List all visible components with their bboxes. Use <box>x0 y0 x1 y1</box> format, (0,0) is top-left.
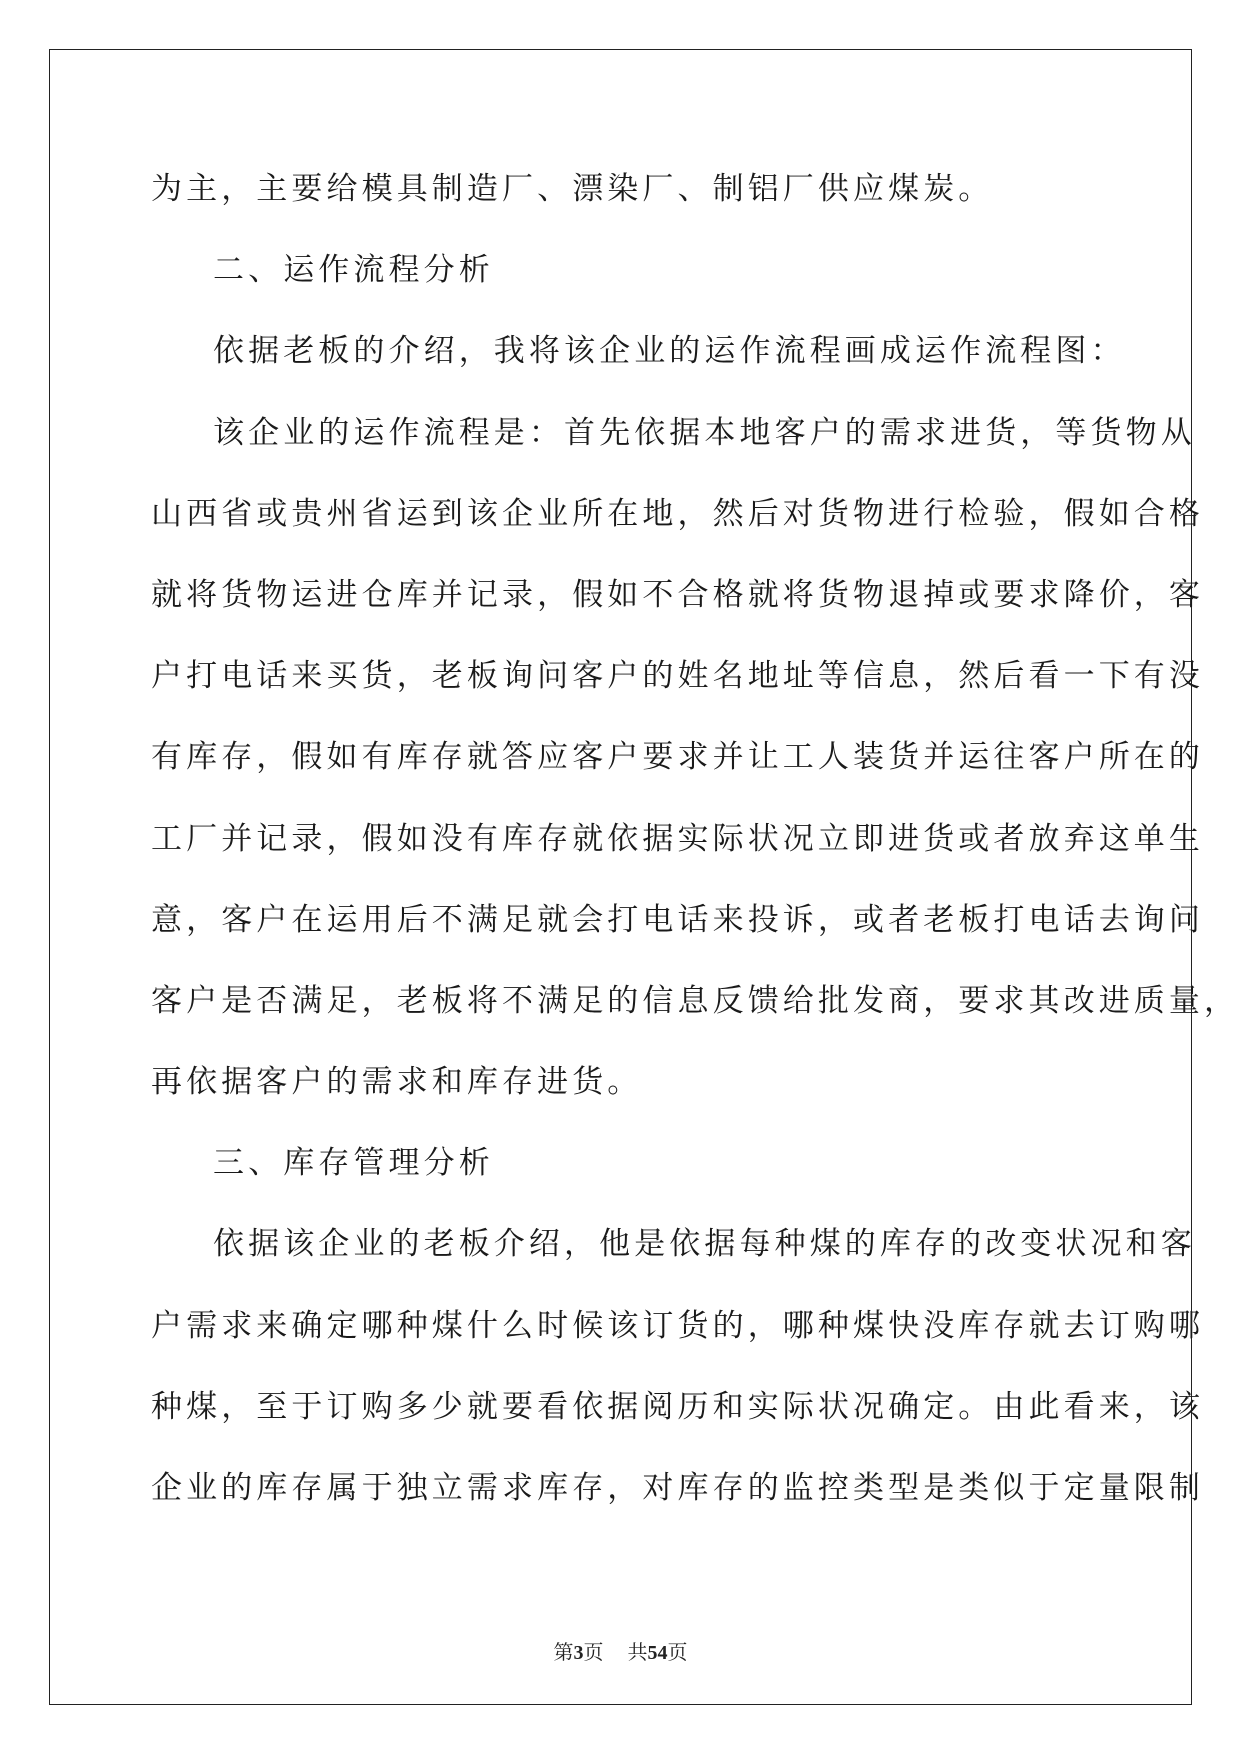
paragraph-line: 依据老板的介绍，我将该企业的运作流程画成运作流程图： <box>213 333 1126 370</box>
paragraph-line: 企业的库存属于独立需求库存，对库存的监控类型是类似于定量限制 <box>151 1470 1204 1506</box>
paragraph-line: 依据该企业的老板介绍，他是依据每种煤的库存的改变状况和客 <box>213 1226 1196 1263</box>
section-heading: 三、库存管理分析 <box>213 1145 494 1182</box>
paragraph-line: 再依据客户的需求和库存进货。 <box>151 1064 643 1101</box>
paragraph-line: 为主，主要给模具制造厂、漂染厂、制铝厂供应煤炭。 <box>151 171 994 207</box>
section-heading: 二、运作流程分析 <box>213 252 494 289</box>
page-suffix: 页 <box>583 1642 604 1664</box>
total-prefix: 共 <box>627 1642 648 1664</box>
paragraph-line: 就将货物运进仓库并记录，假如不合格就将货物退掉或要求降价，客 <box>151 576 1204 613</box>
paragraph-line: 种煤，至于订购多少就要看依据阅历和实际状况确定。由此看来，该 <box>151 1388 1204 1425</box>
document-body <box>151 160 1240 1540</box>
paragraph-line: 户打电话来买货，老板询问客户的姓名地址等信息，然后看一下有没 <box>151 658 1204 695</box>
total-pages: 54 <box>647 1642 668 1664</box>
page-footer <box>0 1636 1241 1665</box>
page-prefix: 第 <box>553 1642 574 1664</box>
paragraph-line: 意，客户在运用后不满足就会打电话来投诉，或者老板打电话去询问 <box>151 901 1204 938</box>
paragraph-line: 有库存，假如有库存就答应客户要求并让工人装货并运往客户所在的 <box>151 739 1204 776</box>
paragraph-line: 该企业的运作流程是：首先依据本地客户的需求进货，等货物从 <box>213 414 1196 451</box>
paragraph-line: 户需求来确定哪种煤什么时候该订货的，哪种煤快没库存就去订购哪 <box>151 1307 1204 1344</box>
paragraph-line: 客户是否满足，老板将不满足的信息反馈给批发商，要求其改进质量， <box>151 982 1240 1019</box>
paragraph-line: 山西省或贵州省运到该企业所在地，然后对货物进行检验，假如合格 <box>151 495 1204 532</box>
total-suffix: 页 <box>667 1642 688 1664</box>
page-number: 3 <box>573 1642 584 1664</box>
paragraph-line: 工厂并记录，假如没有库存就依据实际状况立即进货或者放弃这单生 <box>151 820 1204 857</box>
